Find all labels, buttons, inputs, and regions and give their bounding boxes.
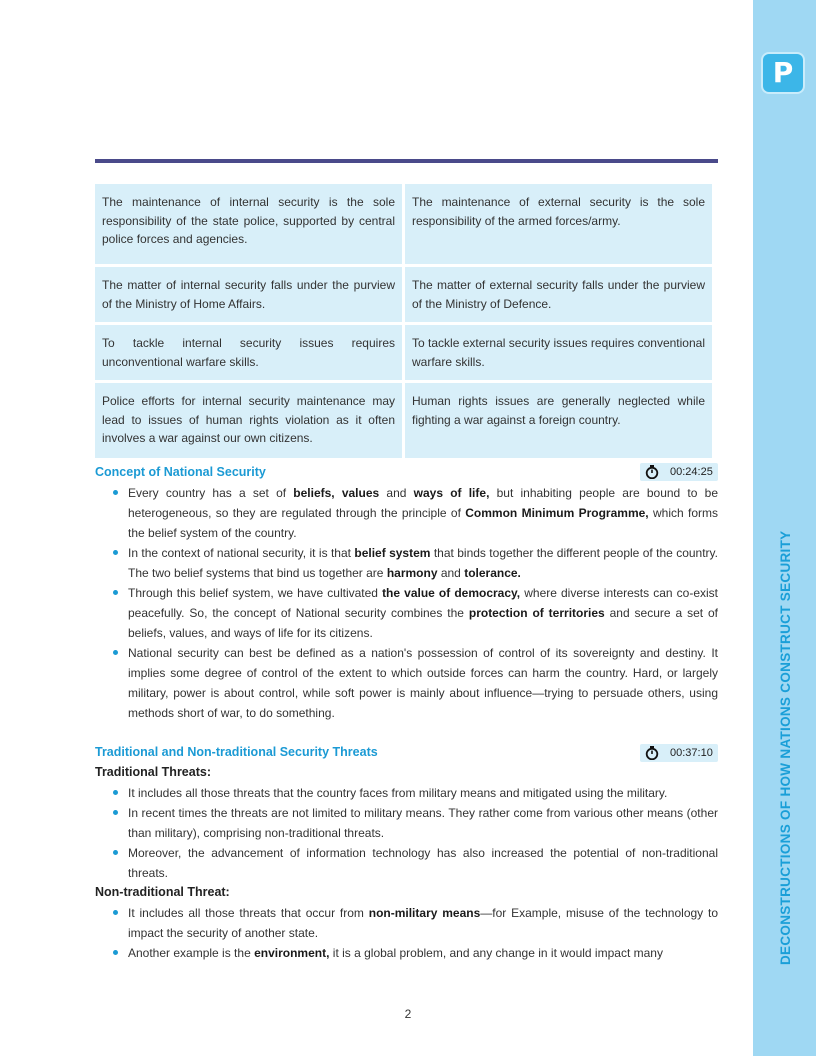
internal-cell: The matter of internal security falls under the purview of the Ministry of Home Affairs. [95, 267, 402, 322]
internal-cell: Police efforts for internal security maintenance may lead to issues of human rights violation as it often involves a war against our own citizens. [95, 383, 402, 458]
page-number: 2 [404, 1007, 412, 1021]
logo-letter: P [772, 56, 794, 89]
external-cell: The maintenance of external security is the sole responsibility of the armed forces/army. [405, 184, 712, 264]
traditional-threats-list [95, 783, 718, 883]
stopwatch-icon [645, 465, 659, 479]
list-item: In recent times the threats are not limited to military means. They rather come from various other means (other than military), comprising non-traditional threats. [95, 803, 718, 843]
section-heading-national-security: Concept of National Security [95, 465, 266, 479]
video-timestamp[interactable] [640, 463, 718, 481]
comparison-table [92, 181, 715, 461]
table-row [95, 267, 712, 322]
list-item: It includes all those threats that occur from non-military means—for Example, misuse of the technology to impact the security of another state. [95, 903, 718, 943]
video-timestamp[interactable] [640, 744, 718, 762]
list-item: It includes all those threats that the country faces from military means and mitigated using the military. [95, 783, 718, 803]
national-security-list [95, 483, 718, 723]
internal-cell: The maintenance of internal security is the sole responsibility of the state police, supported by central police forces and agencies. [95, 184, 402, 264]
list-item: National security can best be defined as a nation's possession of control of its sovereignty and destiny. It implies some degree of control of the extent to which outside forces can harm the country. Hard, or largely military, power is about control, while soft power is mainly about influence—trying to persuade others, using methods short of war, to do something. [95, 643, 718, 723]
list-item: Another example is the environment, it is a global problem, and any change in it would impact many [95, 943, 718, 963]
brand-logo [763, 54, 803, 92]
timestamp-text: 00:24:25 [670, 466, 713, 478]
table-row [95, 325, 712, 380]
stopwatch-icon [645, 746, 659, 760]
list-item: Through this belief system, we have cultivated the value of democracy, where diverse interests can co-exist peacefully. So, the concept of National security combines the protection of territories and secure a set of beliefs, values, and ways of life for its citizens. [95, 583, 718, 643]
timestamp-text: 00:37:10 [670, 747, 713, 759]
header-rule [95, 159, 718, 163]
list-item: In the context of national security, it is that belief system that binds together the different people of the country. The two belief systems that bind us together are harmony and tolerance. [95, 543, 718, 583]
list-item: Moreover, the advancement of information technology has also increased the potential of non-traditional threats. [95, 843, 718, 883]
traditional-threats-label: Traditional Threats: [95, 765, 211, 779]
external-cell: Human rights issues are generally neglected while fighting a war against a foreign country. [405, 383, 712, 458]
chapter-title-vertical: DECONSTRUCTIONS OF HOW NATIONS CONSTRUCT SECURITY [778, 530, 793, 965]
section-heading-security-threats: Traditional and Non-traditional Security Threats [95, 745, 378, 759]
external-cell: To tackle external security issues requires conventional warfare skills. [405, 325, 712, 380]
list-item: Every country has a set of beliefs, values and ways of life, but inhabiting people are bound to be heterogeneous, so they are regulated through the principle of Common Minimum Programme, which forms the belief system of the country. [95, 483, 718, 543]
table-row [95, 383, 712, 458]
external-cell: The matter of external security falls under the purview of the Ministry of Defence. [405, 267, 712, 322]
internal-cell: To tackle internal security issues requires unconventional warfare skills. [95, 325, 402, 380]
non-traditional-threats-list [95, 903, 718, 963]
non-traditional-threat-label: Non-traditional Threat: [95, 885, 230, 899]
table-row [95, 184, 712, 264]
